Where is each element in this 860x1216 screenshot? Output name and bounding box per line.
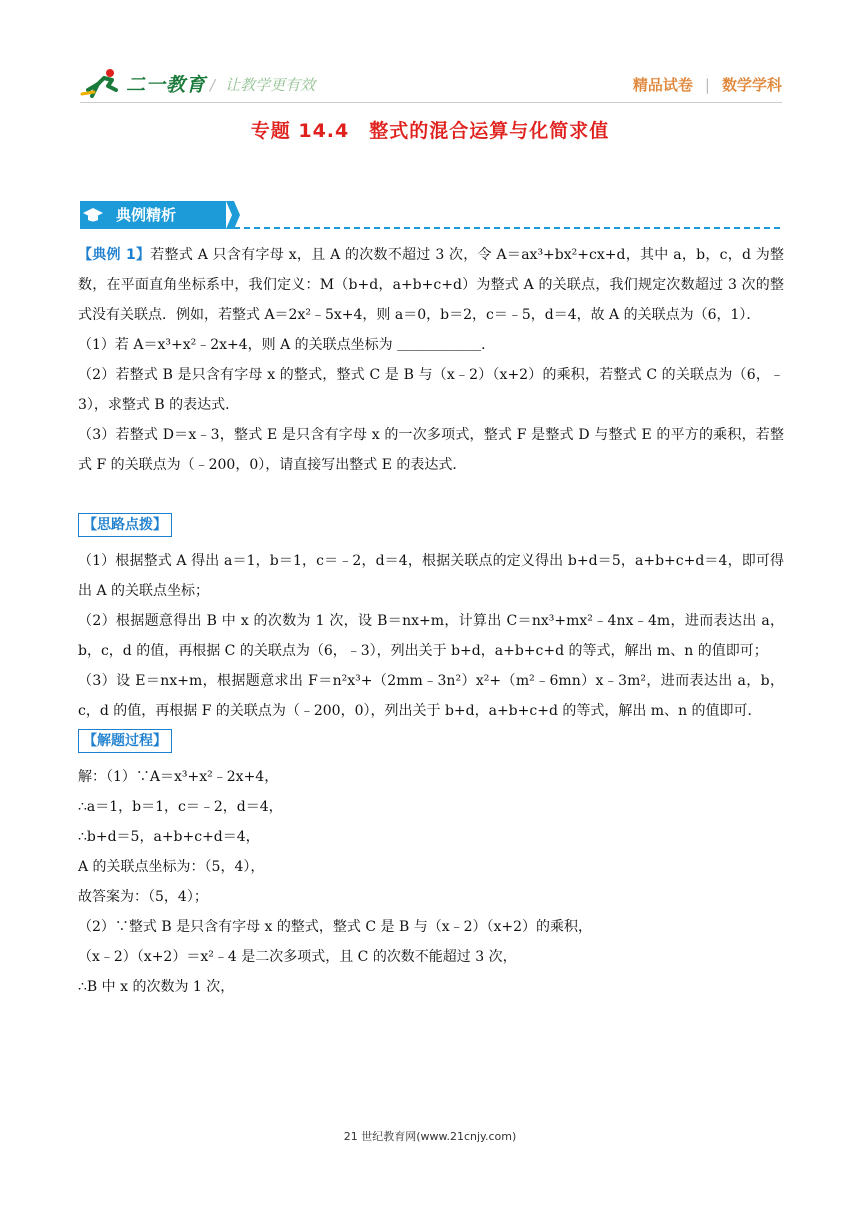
- solution-heading: [78, 726, 784, 756]
- solution-line: ∴a＝1，b＝1，c＝﹣2，d＝4，: [78, 799, 283, 815]
- example-tag: 【典例 1】: [78, 247, 151, 263]
- question-3: （3）若整式 D＝x﹣3，整式 E 是只含有字母 x 的一次多项式，整式 F 是整式 D 与整式 E 的平方的乘积，若整式 F 的关联点为（﹣200，0），请直接写出整式 E 的表达式．: [78, 427, 784, 473]
- solution-line: （x﹣2）（x+2）＝x²﹣4 是二次多项式，且 C 的次数不能超过 3 次，: [78, 949, 517, 965]
- page-title: 专题 14.4 整式的混合运算与化简求值: [250, 120, 610, 142]
- slogan-text: 让教学更有效: [225, 76, 316, 94]
- solution-line: A 的关联点坐标为：（5，4），: [78, 859, 265, 875]
- page-footer: 21 世纪教育网(www.21cnjy.com): [343, 1130, 517, 1143]
- dashed-divider: [234, 227, 780, 229]
- solution-tag: 【解题过程】: [78, 729, 172, 753]
- hint-paragraph-3: （3）设 E＝nx+m，根据题意求出 F＝n²x³+（2mm﹣3n²）x²+（m²﹣6mn）x﹣3m²，进而表达出 a，b，c，d 的值，再根据 F 的关联点为（﹣200，0），列出关于 b+d，a+b+c+d 的等式，解出 m、n 的值即可．: [78, 673, 784, 719]
- runner-logo-icon: [80, 68, 122, 98]
- main-content: [78, 240, 784, 1002]
- hint-tag: 【思路点拨】: [78, 513, 172, 537]
- header-right-label: 精品试卷: [632, 76, 693, 94]
- logo: [80, 66, 206, 100]
- example-intro-text: 若整式 A 只含有字母 x，且 A 的次数不超过 3 次，令 A＝ax³+bx²+cx+d，其中 a，b，c，d 为整数，在平面直角坐标系中，我们定义：M（b+d，a+b+c+d）为整式 A 的关联点，我们规定次数超过 3 次的整式没有关联点．例如，若整式 A＝2x²﹣5x+4，则 a＝0，b＝2，c＝﹣5，d＝4，故 A 的关联点为（6，1）．: [78, 247, 784, 323]
- solution-line: 解：（1）∵A＝x³+x²﹣2x+4，: [78, 769, 279, 785]
- solution-line: ∴B 中 x 的次数为 1 次，: [78, 979, 235, 995]
- example-intro: [78, 240, 784, 330]
- question-2: （2）若整式 B 是只含有字母 x 的整式，整式 C 是 B 与（x﹣2）（x+2）的乘积，若整式 C 的关联点为（6，﹣3），求整式 B 的表达式．: [78, 367, 784, 413]
- hint-heading: [78, 510, 784, 540]
- graduation-cap-icon: [80, 201, 106, 229]
- page-header: [80, 64, 782, 104]
- logo-text: 二一教育: [126, 73, 207, 96]
- hint-paragraph-1: （1）根据整式 A 得出 a＝1，b＝1，c＝﹣2，d＝4，根据关联点的定义得出 b+d＝5，a+b+c+d＝4，即可得出 A 的关联点坐标；: [78, 553, 784, 599]
- header-subject-label: 数学学科: [721, 76, 782, 94]
- solution-line: ∴b+d＝5，a+b+c+d＝4，: [78, 829, 260, 845]
- chevron-right-icon: [226, 201, 240, 229]
- header-right: 精品试卷 | 数学学科: [632, 76, 782, 94]
- question-1: （1）若 A＝x³+x²﹣2x+4，则 A 的关联点坐标为 ＿＿＿＿＿＿．: [78, 337, 496, 353]
- slogan: / 让教学更有效: [210, 76, 316, 94]
- section-label: 典例精析: [106, 201, 226, 229]
- header-divider: [80, 102, 782, 103]
- section-banner: [80, 201, 780, 231]
- solution-line: （2）∵整式 B 是只含有字母 x 的整式，整式 C 是 B 与（x﹣2）（x+2）的乘积，: [78, 919, 593, 935]
- solution-line: 故答案为：（5，4）；: [78, 889, 208, 905]
- hint-paragraph-2: （2）根据题意得出 B 中 x 的次数为 1 次，设 B＝nx+m，计算出 C＝nx³+mx²﹣4nx﹣4m，进而表达出 a，b，c，d 的值，再根据 C 的关联点为（6，﹣3），列出关于 b+d，a+b+c+d 的等式，解出 m、n 的值即可；: [78, 613, 784, 659]
